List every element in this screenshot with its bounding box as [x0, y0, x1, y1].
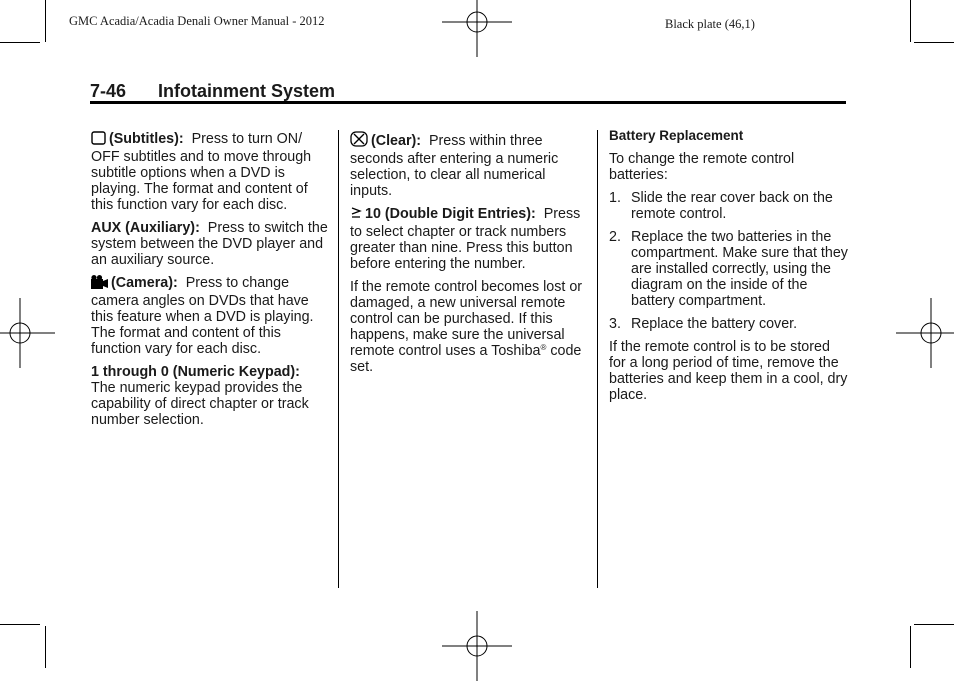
subtitles-entry: [91, 131, 331, 213]
registration-mark-icon: [442, 611, 512, 681]
list-item: 1. Slide the rear cover back on the remote control.: [609, 190, 833, 222]
column-2: [350, 131, 588, 382]
lost-remote-text: If the remote control becomes lost or damaged, a new universal remote control can be purchased. If this happens, make sure the universal remote control uses a Toshiba: [350, 279, 583, 359]
clear-icon: [350, 131, 368, 151]
list-item: 3. Replace the battery cover.: [609, 316, 798, 332]
column-divider: [597, 130, 598, 588]
keypad-text: The numeric keypad provides the capability of direct chapter or track number selection.: [91, 380, 309, 428]
lost-remote-entry: [350, 279, 588, 375]
camera-text: Press to change camera angles on DVDs that have this feature when a DVD is playing. The format and content of this function vary for each disc.: [91, 275, 314, 357]
registration-mark-icon: [442, 0, 512, 57]
aux-label: AUX (Auxiliary):: [91, 220, 200, 236]
camera-icon: [91, 275, 108, 293]
subtitles-icon: [91, 131, 106, 149]
crop-mark: [914, 624, 954, 625]
storage-note: If the remote control is to be stored for a long period of time, remove the batteries and keep them in a cool, dry place.: [609, 339, 848, 403]
double-digit-entry: [350, 206, 588, 272]
subtitles-label: (Subtitles):: [109, 131, 184, 147]
crop-mark: [910, 0, 911, 42]
crop-mark: [0, 42, 40, 43]
registered-mark: ®: [540, 343, 547, 352]
crop-mark: [45, 626, 46, 668]
battery-steps: [609, 190, 849, 332]
registration-mark-icon: [0, 298, 55, 368]
column-divider: [338, 130, 339, 588]
camera-label: (Camera):: [111, 275, 178, 291]
registration-mark-icon: [896, 298, 954, 368]
crop-mark: [45, 0, 46, 42]
section-rule: [90, 101, 846, 104]
aux-text: Press to switch the system between the DVD player and an auxiliary source.: [91, 220, 328, 268]
subtitles-text: Press to turn ON/ OFF subtitles and to move through subtitle options when a DVD is playing. The format and content of this function vary for each disc.: [91, 131, 312, 213]
battery-intro: To change the remote control batteries:: [609, 151, 795, 183]
section-number: 7-46: [90, 81, 127, 101]
column-1: [91, 131, 331, 435]
crop-mark: [910, 626, 911, 668]
double-digit-label: 10 (Double Digit Entries):: [365, 206, 536, 222]
manual-title: GMC Acadia/Acadia Denali Owner Manual - 2012: [69, 14, 325, 28]
crop-mark: [914, 42, 954, 43]
clear-entry: [350, 131, 588, 199]
crop-mark: [0, 624, 40, 625]
double-digit-icon: [350, 206, 362, 224]
clear-label: (Clear):: [371, 133, 422, 149]
aux-entry: [91, 220, 331, 268]
plate-label: Black plate (46,1): [665, 17, 755, 31]
battery-heading: Battery Replacement: [609, 128, 744, 143]
keypad-label: 1 through 0 (Numeric Keypad):: [91, 364, 300, 380]
column-3: [609, 128, 849, 410]
lost-remote-tail: code set.: [350, 343, 582, 375]
double-digit-text: Press to select chapter or track numbers greater than nine. Press this button before entering the number.: [350, 206, 581, 272]
list-item: 2. Replace the two batteries in the compartment. Make sure that they are installed correctly, using the diagram on the inside of the battery compartment.: [609, 229, 848, 309]
section-title: Infotainment System: [158, 81, 336, 101]
keypad-entry: [91, 364, 331, 428]
camera-entry: [91, 275, 331, 357]
clear-text: Press within three seconds after entering a numeric selection, to clear all numerical inputs.: [350, 133, 559, 199]
